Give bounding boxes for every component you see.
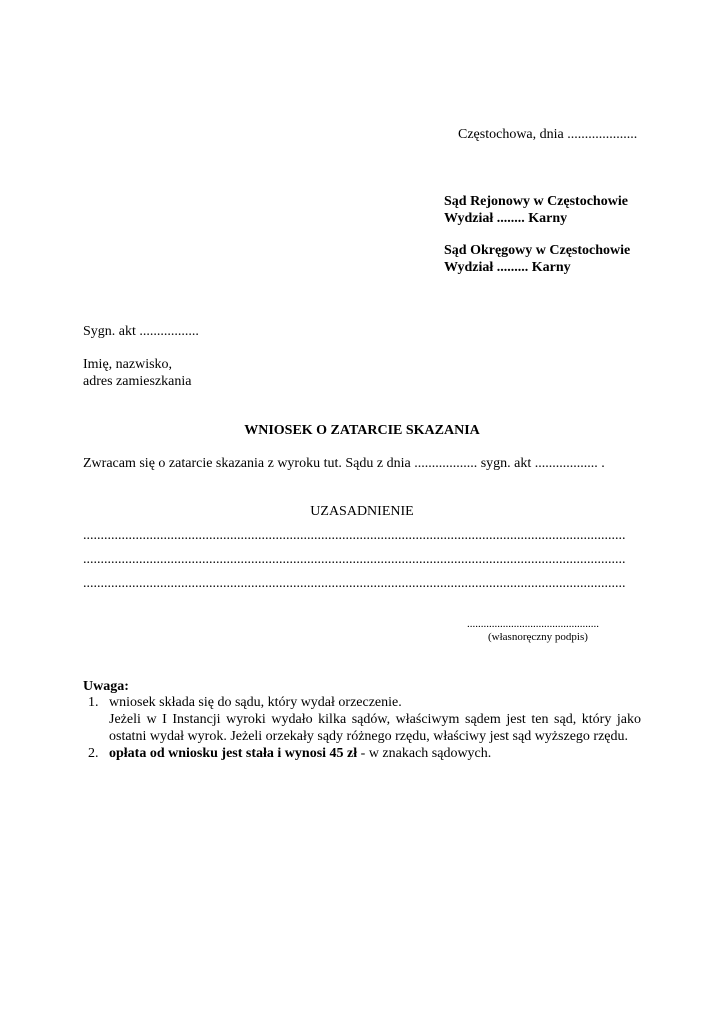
note-1-line-3: ostatni wydał wyrok. Jeżeli orzekały sądy różnego rzędu, właściwy jest sąd wyższego rzędu. xyxy=(109,729,628,744)
justification-line: ........................................................................................................................................................... xyxy=(83,576,626,591)
court1-name: Sąd Rejonowy w Częstochowie xyxy=(444,194,628,209)
note-1-line-2: Jeżeli w I Instancji wyroki wydało kilka sądów, właściwym sądem jest ten sąd, który jako xyxy=(109,712,641,727)
signature-caption: (własnoręczny podpis) xyxy=(488,631,588,643)
court2-division: Wydział ......... Karny xyxy=(444,260,571,275)
justification-line: ........................................................................................................................................................... xyxy=(83,552,626,567)
justification-heading: UZASADNIENIE xyxy=(310,504,414,519)
justification-line: ........................................................................................................................................................... xyxy=(83,528,626,543)
note-2-text xyxy=(109,745,491,762)
court1-division: Wydział ........ Karny xyxy=(444,211,568,226)
document-title: WNIOSEK O ZATARCIE SKAZANIA xyxy=(244,423,480,438)
request-text: Zwracam się o zatarcie skazania z wyroku tut. Sądu z dnia .................. sygn. akt .................. . xyxy=(83,456,605,471)
applicant-address-label: adres zamieszkania xyxy=(83,374,192,389)
note-2-number: 2. xyxy=(88,746,99,761)
note-2-bold-text: opłata od wniosku jest stała i wynosi 45 zł xyxy=(109,746,358,761)
applicant-name-label: Imię, nazwisko, xyxy=(83,357,173,372)
note-1-line-1: wniosek składa się do sądu, który wydał orzeczenie. xyxy=(109,695,402,710)
note-1-number: 1. xyxy=(88,695,99,710)
court2-name: Sąd Okręgowy w Częstochowie xyxy=(444,243,631,258)
signature-dots: ................................................ xyxy=(467,618,599,630)
case-signature: Sygn. akt ................. xyxy=(83,324,199,339)
notes-heading: Uwaga: xyxy=(83,679,129,694)
note-2-rest-text: - w znakach sądowych. xyxy=(357,746,492,761)
place-date: Częstochowa, dnia .................... xyxy=(458,127,638,142)
